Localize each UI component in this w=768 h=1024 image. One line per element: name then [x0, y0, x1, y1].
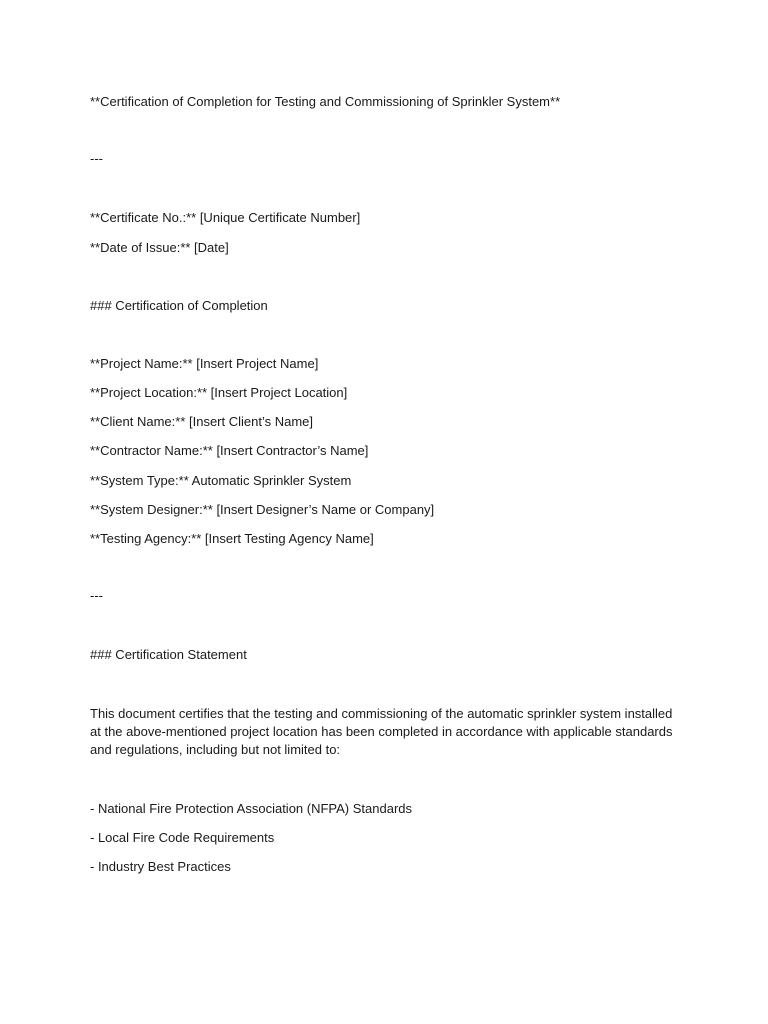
- statement-paragraph: This document certifies that the testing and commissioning of the automatic sprinkler system installed at the above-mentioned project location has been completed in accordance with applicable standards and regulations, including but not limited to:: [90, 706, 673, 757]
- system-designer: **System Designer:** [Insert Designer’s Name or Company]: [90, 502, 435, 517]
- testing-agency: **Testing Agency:** [Insert Testing Agency Name]: [90, 531, 374, 546]
- certificate-number: **Certificate No.:** [Unique Certificate Number]: [90, 210, 361, 225]
- standards-list-item: - National Fire Protection Association (NFPA) Standards: [90, 801, 413, 816]
- section-heading-completion: ### Certification of Completion: [90, 298, 268, 313]
- document-title: **Certification of Completion for Testing and Commissioning of Sprinkler System**: [90, 94, 561, 109]
- date-of-issue: **Date of Issue:** [Date]: [90, 240, 229, 255]
- standards-list-item: - Industry Best Practices: [90, 859, 231, 874]
- client-name: **Client Name:** [Insert Client’s Name]: [90, 414, 314, 429]
- standards-list-item: - Local Fire Code Requirements: [90, 830, 275, 845]
- separator-1: ---: [90, 151, 103, 166]
- project-name: **Project Name:** [Insert Project Name]: [90, 356, 319, 371]
- contractor-name: **Contractor Name:** [Insert Contractor’s Name]: [90, 443, 369, 458]
- section-heading-statement: ### Certification Statement: [90, 647, 247, 662]
- project-location: **Project Location:** [Insert Project Location]: [90, 385, 348, 400]
- separator-2: ---: [90, 588, 103, 603]
- system-type: **System Type:** Automatic Sprinkler System: [90, 473, 352, 488]
